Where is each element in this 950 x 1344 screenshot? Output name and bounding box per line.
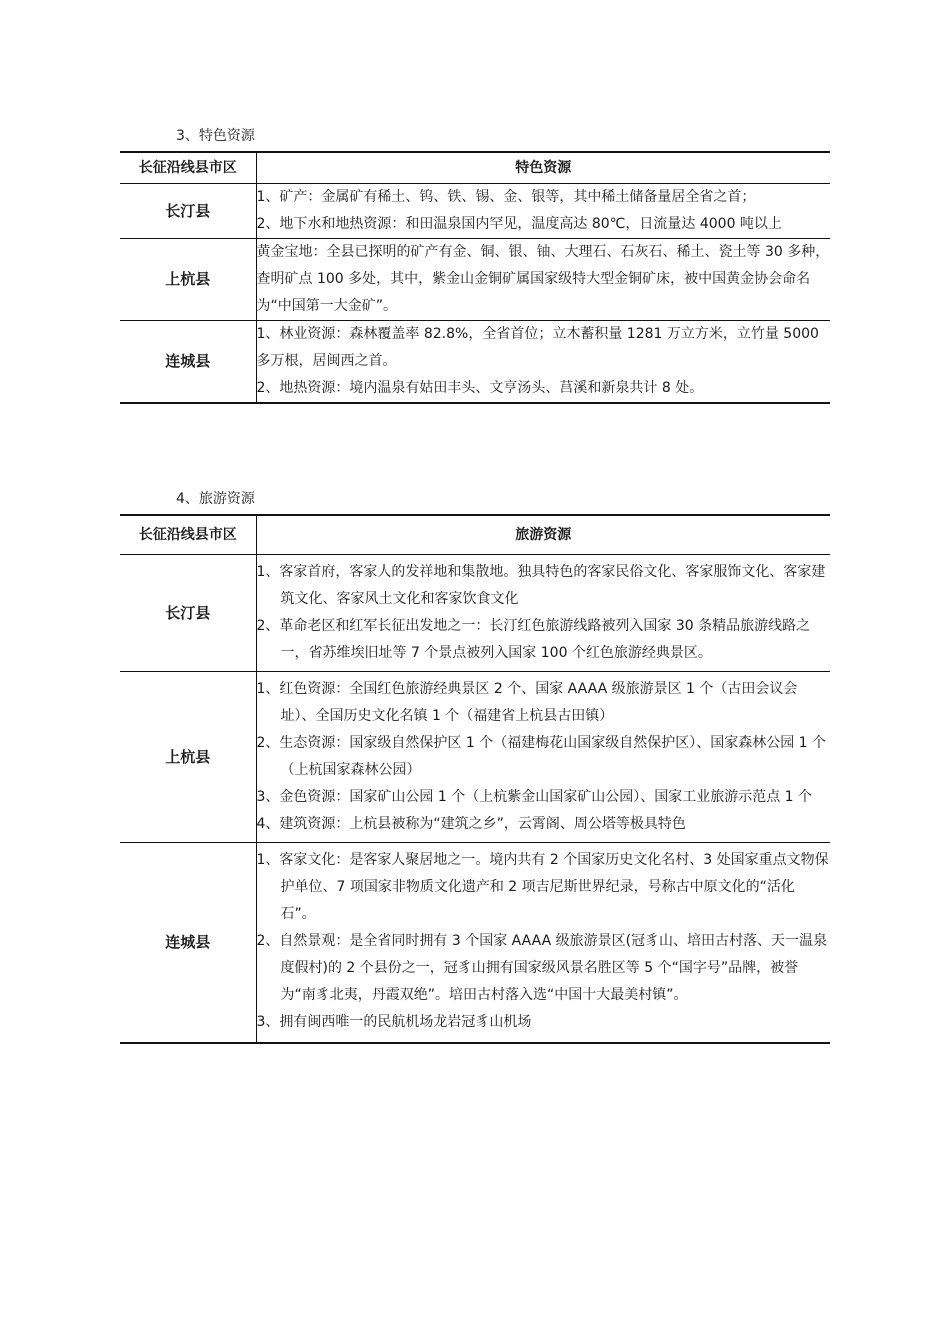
table-row <box>120 555 830 672</box>
list-item: 1、红色资源：全国红色旅游经典景区 2 个、国家 AAAA 级旅游景区 1 个（古田会议会址）、全国历史文化名镇 1 个（福建省上杭县古田镇） <box>256 681 798 724</box>
resource-cell <box>256 321 830 404</box>
list-item: 1、客家文化：是客家人聚居地之一。境内共有 2 个国家历史文化名村、3 处国家重点文物保护单位、7 项国家非物质文化遗产和 2 项吉尼斯世界纪录，号称古中原文化的“活化石”。 <box>256 852 829 922</box>
resource-cell <box>256 843 830 1044</box>
table-row <box>120 843 830 1044</box>
list-item: 1、矿产：金属矿有稀土、钨、铁、锡、金、银等，其中稀土储备量居全省之首； <box>256 189 756 205</box>
table-header-row <box>120 515 830 555</box>
table-row <box>120 672 830 843</box>
header-county: 长征沿线县市区 <box>138 526 237 543</box>
county-name: 连城县 <box>165 933 211 951</box>
county-name: 长汀县 <box>165 201 211 220</box>
list-item: 3、拥有闽西唯一的民航机场龙岩冠豸山机场 <box>256 1014 532 1030</box>
section-3-title: 3、特色资源 <box>176 128 255 144</box>
resource-cell <box>256 239 830 321</box>
list-item: 2、地下水和地热资源：和田温泉国内罕见，温度高达 80℃，日流量达 4000 吨以上 <box>256 216 782 232</box>
header-resource: 旅游资源 <box>256 515 830 555</box>
county-name: 长汀县 <box>165 603 211 622</box>
county-name: 上杭县 <box>165 747 211 766</box>
table-header-row <box>120 152 830 184</box>
list-item: 2、革命老区和红军长征出发地之一：长汀红色旅游线路被列入国家 30 条精品旅游线路之一，省苏维埃旧址等 7 个景点被列入国家 100 个红色旅游经典景区。 <box>256 618 811 661</box>
county-name: 连城县 <box>165 352 211 370</box>
resource-cell <box>256 184 830 239</box>
list-item: 3、金色资源：国家矿山公园 1 个（上杭紫金山国家矿山公园）、国家工业旅游示范点 1 个 <box>256 789 813 805</box>
list-item: 2、生态资源：国家级自然保护区 1 个（福建梅花山国家级自然保护区）、国家森林公园 1 个（上杭国家森林公园） <box>256 735 827 778</box>
special-resources-table <box>120 151 830 404</box>
resource-cell <box>256 672 830 843</box>
tourism-resources-table <box>120 514 830 1044</box>
list-item: 2、地热资源：境内温泉有姑田丰头、文亨汤头、莒溪和新泉共计 8 处。 <box>256 380 704 396</box>
table-row <box>120 184 830 239</box>
header-resource: 特色资源 <box>256 152 830 184</box>
paragraph: 黄金宝地：全县已探明的矿产有金、铜、银、铀、大理石、石灰石、稀土、瓷土等 30 多种，查明矿点 100 多处，其中，紫金山金铜矿属国家级特大型金铜矿床，被中国黄金协会命名为“中国第一大金矿”。 <box>256 244 830 314</box>
list-item: 1、林业资源：森林覆盖率 82.8%，全省首位；立木蓄积量 1281 万立方米，立竹量 5000 多万根，居闽西之首。 <box>256 326 819 369</box>
list-item: 1、客家首府，客家人的发祥地和集散地。独具特色的客家民俗文化、客家服饰文化、客家建筑文化、客家风土文化和客家饮食文化 <box>256 564 826 607</box>
table-row <box>120 239 830 321</box>
table-row <box>120 321 830 404</box>
list-item: 2、自然景观：是全省同时拥有 3 个国家 AAAA 级旅游景区(冠豸山、培田古村落、天一温泉度假村)的 2 个县份之一，冠豸山拥有国家级风景名胜区等 5 个“国字号”品牌，被誉为“南豸北夷，丹霞双绝”。培田古村落入选“中国十大最美村镇”。 <box>256 933 828 1003</box>
section-4-title: 4、旅游资源 <box>176 491 255 507</box>
header-county: 长征沿线县市区 <box>138 159 237 176</box>
list-item: 4、建筑资源：上杭县被称为“建筑之乡”，云霄阁、周公塔等极具特色 <box>256 816 686 832</box>
county-name: 上杭县 <box>165 270 211 288</box>
resource-cell <box>256 555 830 672</box>
